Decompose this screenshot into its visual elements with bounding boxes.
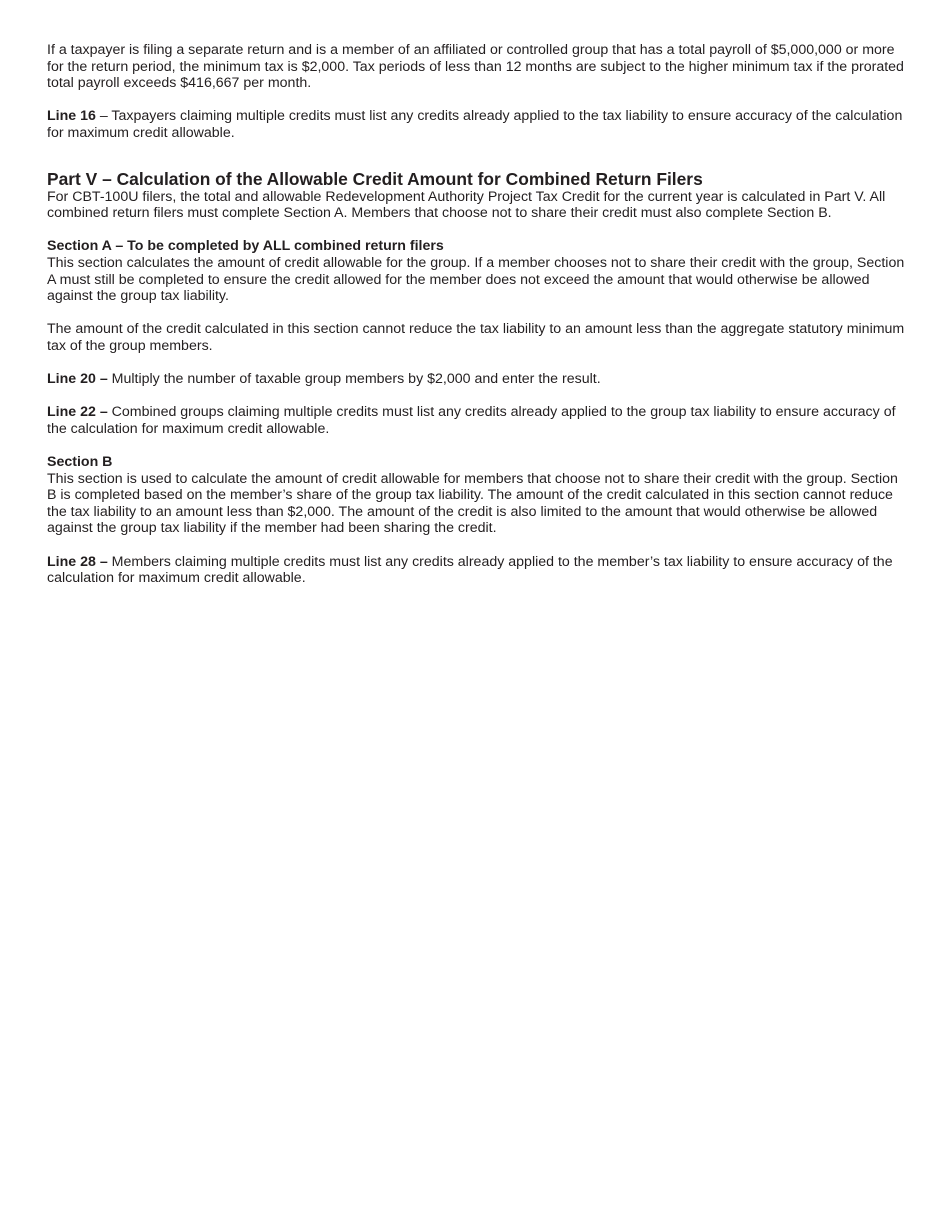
intro-paragraph: If a taxpayer is filing a separate return and is a member of an affiliated or controlled group that has a total payroll of $5,000,000 or more for the return period, the minimum tax is $2,000. Tax periods of less than 12 months are subject to the higher minimum tax if the prorated total payroll exceeds $416,667 per month. (47, 42, 904, 92)
section-a-heading: Section A – To be completed by ALL combined return filers (47, 238, 444, 255)
line-22-paragraph (47, 404, 909, 437)
line-28-text: Members claiming multiple credits must list any credits already applied to the member’s tax liability to ensure accuracy of the calculation for maximum credit allowable. (47, 553, 893, 587)
document-page (47, 42, 909, 587)
section-a-paragraph-2: The amount of the credit calculated in this section cannot reduce the tax liability to an amount less than the aggregate statutory minimum tax of the group members. (47, 321, 905, 354)
line-16-label: Line 16 (47, 108, 96, 125)
line-28-label: Line 28 – (47, 553, 108, 570)
line-20-text: Multiply the number of taxable group members by $2,000 and enter the result. (107, 371, 601, 388)
part-v-paragraph: For CBT-100U filers, the total and allowable Redevelopment Authority Project Tax Credit for the current year is calculated in Part V. All combined return filers must complete Section A. Members that choose not to share their credit must also complete Section B. (47, 188, 886, 222)
line-22-text: Combined groups claiming multiple credits must list any credits already applied to the group tax liability to ensure accuracy of the calculation for maximum credit allowable. (47, 404, 896, 437)
part-v-heading: Part V – Calculation of the Allowable Credit Amount for Combined Return Filers (47, 168, 703, 189)
section-a-paragraph-1: This section calculates the amount of credit allowable for the group. If a member chooses not to share their credit with the group, Section A must still be completed to ensure the credit allowed for the member does not exceed the amount that would otherwise be allowed against the group tax liability. (47, 254, 905, 305)
section-b-heading: Section B (47, 454, 113, 471)
line-16-paragraph (47, 108, 909, 141)
line-22-label: Line 22 – (47, 404, 108, 421)
line-16-text: – Taxpayers claiming multiple credits must list any credits already applied to the tax liability to ensure accuracy of the calculation for maximum credit allowable. (47, 108, 903, 141)
line-20-label: Line 20 – (47, 371, 108, 388)
line-28-paragraph (47, 554, 909, 587)
line-20-paragraph (47, 371, 909, 388)
section-b-paragraph: This section is used to calculate the amount of credit allowable for members that choose not to share their credit with the group. Section B is completed based on the member’s share of the group tax liability. The amount of the credit calculated in this section cannot reduce the tax liability to an amount less than $2,000. The amount of the credit is also limited to the amount that would otherwise be allowed against the group tax liability if the member had been sharing the credit. (47, 470, 898, 537)
